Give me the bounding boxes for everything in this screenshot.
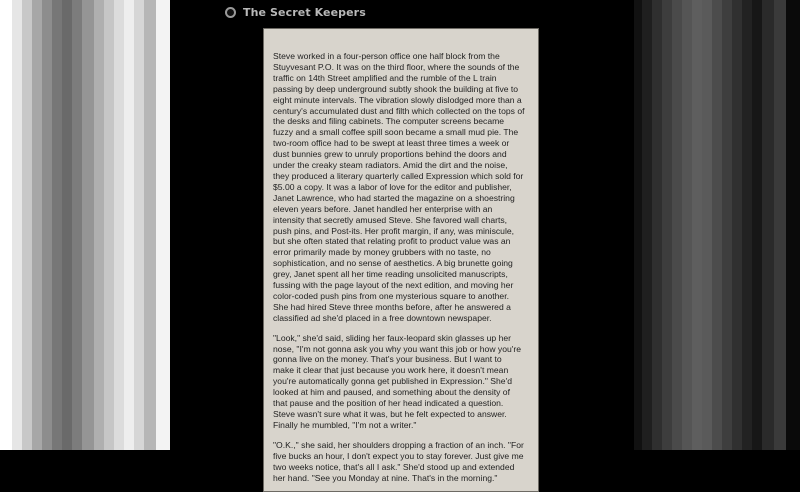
gradient-stripe bbox=[786, 0, 800, 450]
gradient-stripe bbox=[134, 0, 144, 450]
gradient-stripe bbox=[94, 0, 104, 450]
gradient-stripe bbox=[12, 0, 22, 450]
story-paragraph-1: Steve worked in a four-person office one half block from the Stuyvesant P.O. It was on the third floor, where the sounds of the traffic on 14th Street amplified and the rumble of the L train passing by deep underground subtly shook the building at five to eight minute intervals. The vibration slowly dislodged more than a century's accumulated dust and filth which collected on the tops of the desks and filing cabinets. The computer screens became fuzzy and a small coffee spill soon became a small mud pie. The two-room office had to be swept at least three times a week or dust bunnies grew to unruly proportions behind the doors and under the creaky steam radiators. Amid the dirt and the noise, they produced a literary quarterly called Expression which sold for $5.00 a copy. It was a labor of love for the editor and publisher, Janet Lawrence, who had started the magazine on a shoestring eleven years before. Janet handled her enterprise with an intensity that secretly amused Steve. She favored wall charts, push pins, and Post-its. Her profit margin, if any, was miniscule, but she often stated that relating profit to product value was an error primarily made by money grubbers with no taste, no sophistication, and no sense of aesthetics. A big brunette going grey, Janet spent all her time reading unsolicited manuscripts, fussing with the page layout of the next edition, and moving her color-coded push pins from one mysterious square to another. She had hired Steve three months before, after he answered a classified ad she'd placed in a free downtown newspaper. bbox=[273, 51, 525, 323]
story-paragraph-2: "Look," she'd said, sliding her faux-leopard skin glasses up her nose, "I'm not gonna ask you why you want this job or how you're gonna live on the money. That's your business. But I want to make it clear that just because you work here, it doesn't mean you're automatically gonna get published in Expression." She'd looked at him and paused, and something about the density of that pause and the position of her head indicated a question. Steve wasn't sure what it was, but he felt expected to answer. Finally he mumbled, "I'm not a writer." bbox=[273, 332, 522, 430]
gradient-stripe bbox=[124, 0, 134, 450]
gradient-stripe bbox=[114, 0, 124, 450]
gradient-stripe bbox=[682, 0, 692, 450]
gradient-stripe bbox=[732, 0, 742, 450]
gradient-stripe bbox=[82, 0, 94, 450]
gradient-stripe bbox=[672, 0, 682, 450]
gradient-stripe bbox=[642, 0, 652, 450]
gradient-stripe bbox=[702, 0, 712, 450]
gradient-stripe bbox=[692, 0, 702, 450]
right-gradient-stripes bbox=[634, 0, 800, 450]
circle-bullet-icon bbox=[225, 7, 236, 18]
gradient-stripe bbox=[72, 0, 82, 450]
gradient-stripe bbox=[652, 0, 662, 450]
site-title[interactable]: The Secret Keepers bbox=[243, 5, 366, 19]
center-panel bbox=[170, 0, 634, 483]
gradient-stripe bbox=[52, 0, 62, 450]
story-paragraph-3: "O.K.," she said, her shoulders dropping a fraction of an inch. "For five bucks an hour, I don't expect you to stay forever. Just give me two weeks notice, that's all I ask." She'd stood up and extended her hand. "See you Monday at nine. That's in the morning." bbox=[273, 439, 524, 483]
gradient-stripe bbox=[104, 0, 114, 450]
gradient-stripe bbox=[62, 0, 72, 450]
gradient-stripe bbox=[762, 0, 774, 450]
gradient-stripe bbox=[144, 0, 156, 450]
gradient-stripe bbox=[742, 0, 752, 450]
gradient-stripe bbox=[752, 0, 762, 450]
gradient-stripe bbox=[634, 0, 642, 450]
gradient-stripe bbox=[22, 0, 32, 450]
gradient-stripe bbox=[0, 0, 12, 450]
site-header-link[interactable] bbox=[225, 3, 366, 21]
gradient-stripe bbox=[662, 0, 672, 450]
gradient-stripe bbox=[156, 0, 170, 450]
gradient-stripe bbox=[42, 0, 52, 450]
gradient-stripe bbox=[712, 0, 722, 450]
gradient-stripe bbox=[774, 0, 786, 450]
story-content-box bbox=[263, 28, 539, 492]
gradient-stripe bbox=[722, 0, 732, 450]
left-gradient-stripes bbox=[0, 0, 170, 450]
gradient-stripe bbox=[32, 0, 42, 450]
